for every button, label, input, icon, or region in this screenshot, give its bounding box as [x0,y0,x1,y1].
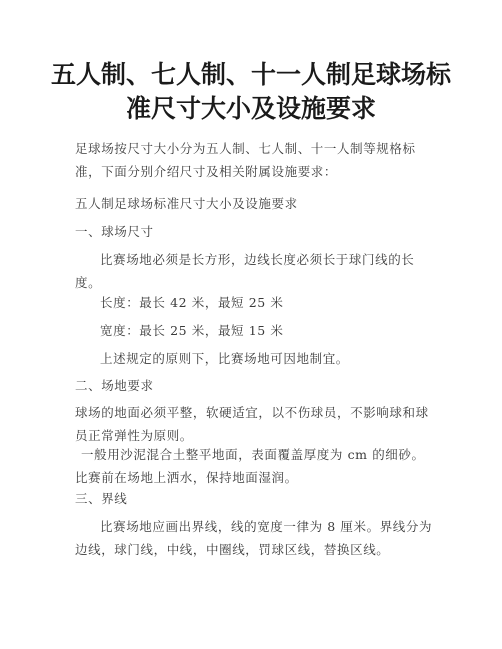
document-title: 五人制、七人制、十一人制足球场标准尺寸大小及设施要求 [50,60,451,123]
intro-paragraph: 足球场按尺寸大小分为五人制、七人制、十一人制等规格标准，下面分别介绍尺寸及相关附属设施要求： [75,141,416,179]
paragraph-width: 宽度：最长 25 米，最短 15 米 [100,323,284,338]
heading-field-size: 一、球场尺寸 [75,224,154,239]
paragraph-length: 长度：最长 42 米，最短 25 米 [100,295,284,310]
paragraph-boundary-lines: 比赛场地应画出界线，线的宽度一律为 8 厘米。界线分为边线，球门线，中线，中圈线，罚球区线，替换区线。 [75,519,433,557]
paragraph-sand-mix: 一般用沙泥混合土整平地面，表面覆盖厚度为 cm 的细砂。比赛前在场地上洒水，保持地面湿润。 [75,447,425,485]
paragraph-ground-surface: 球场的地面必须平整，软硬适宜，以不伤球员，不影响球和球员正常弹性为原则。 [75,405,429,443]
section-heading-five-a-side: 五人制足球场标准尺寸大小及设施要求 [75,196,298,211]
heading-boundary-lines: 三、界线 [75,491,128,506]
heading-field-requirements: 二、场地要求 [75,378,154,393]
paragraph-field-shape: 比赛场地必须是长方形，边线长度必须长于球门线的长度。 [75,252,415,290]
paragraph-principle: 上述规定的原则下，比赛场地可因地制宜。 [100,351,349,366]
